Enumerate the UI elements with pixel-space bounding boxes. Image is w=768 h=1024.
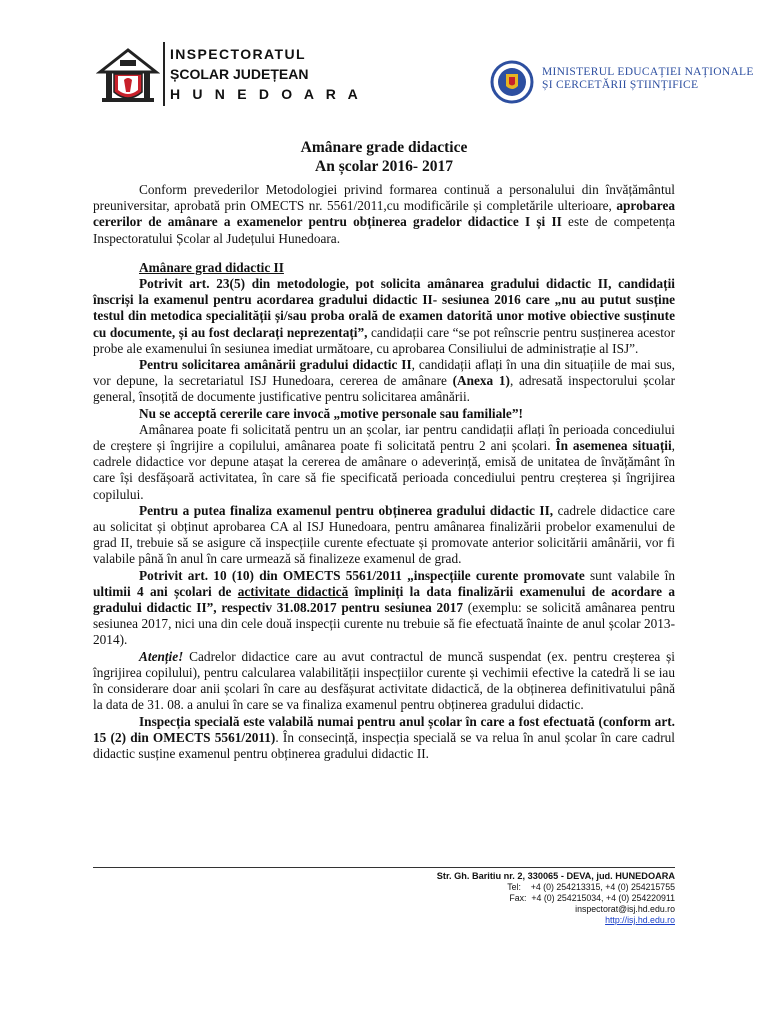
footer-divider — [93, 867, 675, 868]
paragraph-attention — [93, 649, 675, 714]
section-heading — [93, 260, 675, 276]
p8-bold: Inspecția specială este valabilă numai pentru anul școlar în care a fost efectuată (conform art. 15 (2) din OMECTS 5561/2011) — [93, 713, 675, 745]
paragraph-request — [93, 357, 675, 406]
ministry-name-line1: MINISTERUL EDUCAȚIEI NAȚIONALE — [542, 66, 754, 78]
p5-text: cadrele didactice care au solicitat și obținut aprobarea CA al ISJ Hunedoara, pentru amânarea finalizării probelor examenului de grad II, trebuie să se asigure că inspecțiile curente efectuate și promovate anterior solicitării amânării, vor fi valabile până în anul în care urmează să finalizeze examenul de grad. — [93, 502, 675, 567]
p6-text-2: sunt valabile în — [584, 567, 675, 583]
p6-bold-3: ultimii 4 ani școlari de — [93, 583, 238, 599]
p2-bold-1: Pentru solicitarea amânării gradului didactic II — [139, 357, 412, 373]
footer-fax: Fax: +4 (0) 254215034, +4 (0) 254220911 — [509, 893, 675, 903]
attention-label: Atenție! — [139, 648, 184, 664]
p2-bold-annex: (Anexa 1) — [452, 373, 510, 389]
p6-bold-5: împliniți la data finalizării examenului de acordare a gradului didactic II”, respectiv 31.08.2017 pentru sesiunea 2017 — [93, 583, 676, 616]
ministry-name — [542, 66, 754, 92]
letterhead-divider — [163, 42, 165, 106]
intro-paragraph — [93, 182, 675, 247]
p1-bold: Potrivit art. 23(5) din metodologie, pot solicita amânarea gradului didactic II, candidații înscriși la examenul pentru acordarea gradului didactic II- sesiunea 2016 care „nu au putut susține testul din metodica specialității și/sau proba orală de examen datorită unor motive obiective susținute cu documente, și au fost declarați neprezentați”, — [93, 276, 675, 340]
isj-name — [170, 44, 362, 104]
paragraph-leave — [93, 422, 675, 503]
document-body — [93, 182, 675, 762]
ministry-name-line2: ȘI CERCETĂRII ȘTIINȚIFICE — [542, 79, 699, 91]
isj-emblem-icon — [96, 42, 160, 106]
p2-text-2: , candidații aflați în una din situațiile de mai sus, vor depune, la secretariatul ISJ Hunedoara, cererea de amânare — [93, 357, 676, 389]
footer-website-link[interactable]: http://isj.hd.edu.ro — [605, 915, 675, 925]
paragraph-warning — [93, 406, 675, 422]
title-line1: Amânare grade didactice — [300, 139, 468, 156]
p4-bold: În asemenea situații — [555, 438, 672, 454]
paragraph-art10 — [93, 568, 675, 649]
isj-name-line3: H U N E D O A R A — [170, 86, 362, 102]
isj-name-line2: ȘCOLAR JUDEȚEAN — [170, 66, 309, 82]
p1-text: candidații care “se pot reînscrie pentru susținerea acestor probe ale examenului în sesiunea imediat următoare, cu aprobarea Consiliului de administrație al ISJ”. — [93, 324, 676, 356]
footer-contact — [437, 871, 675, 926]
document-title — [0, 138, 768, 176]
p6-bold-underlined: activitate didactică — [237, 583, 349, 599]
isj-name-line1: INSPECTORATUL — [170, 46, 306, 62]
p7-text: Cadrelor didactice care au avut contractul de muncă suspendat (ex. pentru creșterea și îngrijirea copilului), pentru calcularea valabilității inspecțiilor curente și vechimii efective la catedră li se iau în considerare doar anii școlari în care au desfășurat activitate didactică, de la obținerea definitivatului până la data de 31. 08. a anului în care se va finaliza examenul pentru obținerea gradului didactic. — [93, 648, 675, 713]
p4-text-1: Amânarea poate fi solicitată pentru un an școlar, iar pentru candidații aflați în perioada concediului de creștere și îngrijire a copilului, amânarea poate fi solicitată pentru 2 ani școlari. — [93, 421, 675, 454]
p6-text-6: (exemplu: se solicită amânarea pentru sesiunea 2017, nici una din cele două inspecții curente nu trebuie să fie efectuată înainte de anul școlar 2013- 2014). — [93, 600, 675, 648]
paragraph-finalize — [93, 503, 675, 568]
title-line2: An școlar 2016- 2017 — [315, 158, 453, 175]
paragraph-art23 — [93, 276, 675, 357]
footer-address: Str. Gh. Baritiu nr. 2, 330065 - DEVA, jud. HUNEDOARA — [436, 871, 675, 881]
p8-text: . În consecință, inspecția specială se va relua în anul școlar în care cadrul didactic susține examenul pentru obținerea gradului didactic II. — [93, 729, 675, 761]
intro-text-bold: aprobarea cererilor de amânare a examenelor pentru obținerea gradelor didactice I și II — [93, 198, 675, 230]
intro-text-3: este de competența Inspectoratului Școlar al Județului Hunedoara. — [93, 214, 675, 246]
intro-text-1: Conform prevederilor Metodologiei privind formarea continuă a personalului din învățământul preuniversitar, aprobată prin OMECTS nr. 5561/2011,cu modificările și completările ulterioare, — [93, 182, 675, 214]
ministry-seal-icon — [490, 60, 534, 104]
p5-bold: Pentru a putea finaliza examenul pentru obținerea gradului didactic II, — [139, 502, 554, 518]
p3-bold: Nu se acceptă cererile care invocă „motive personale sau familiale”! — [139, 405, 523, 421]
letterhead — [0, 0, 768, 120]
paragraph-special-inspection — [93, 714, 675, 763]
section-heading-text: Amânare grad didactic II — [139, 259, 284, 275]
footer-email: inspectorat@isj.hd.edu.ro — [575, 904, 675, 914]
p6-bold-1: Potrivit art. 10 (10) din OMECTS 5561/2011 „inspecțiile curente promovate — [139, 567, 585, 583]
p2-text-4: , adresată inspectorului școlar general, însoțită de documente justificative pentru solicitarea amânării. — [93, 373, 675, 405]
p4-text-3: , cadrele didactice vor depune atașat la cererea de amânare o adeverință, emisă de unitatea de învățământ în care își desfășoară activitatea, în care să fie specificată perioada concediului pentru creșterea și îngrijirea copilului. — [93, 438, 675, 502]
footer-tel: Tel: +4 (0) 254213315, +4 (0) 254215755 — [507, 882, 675, 892]
